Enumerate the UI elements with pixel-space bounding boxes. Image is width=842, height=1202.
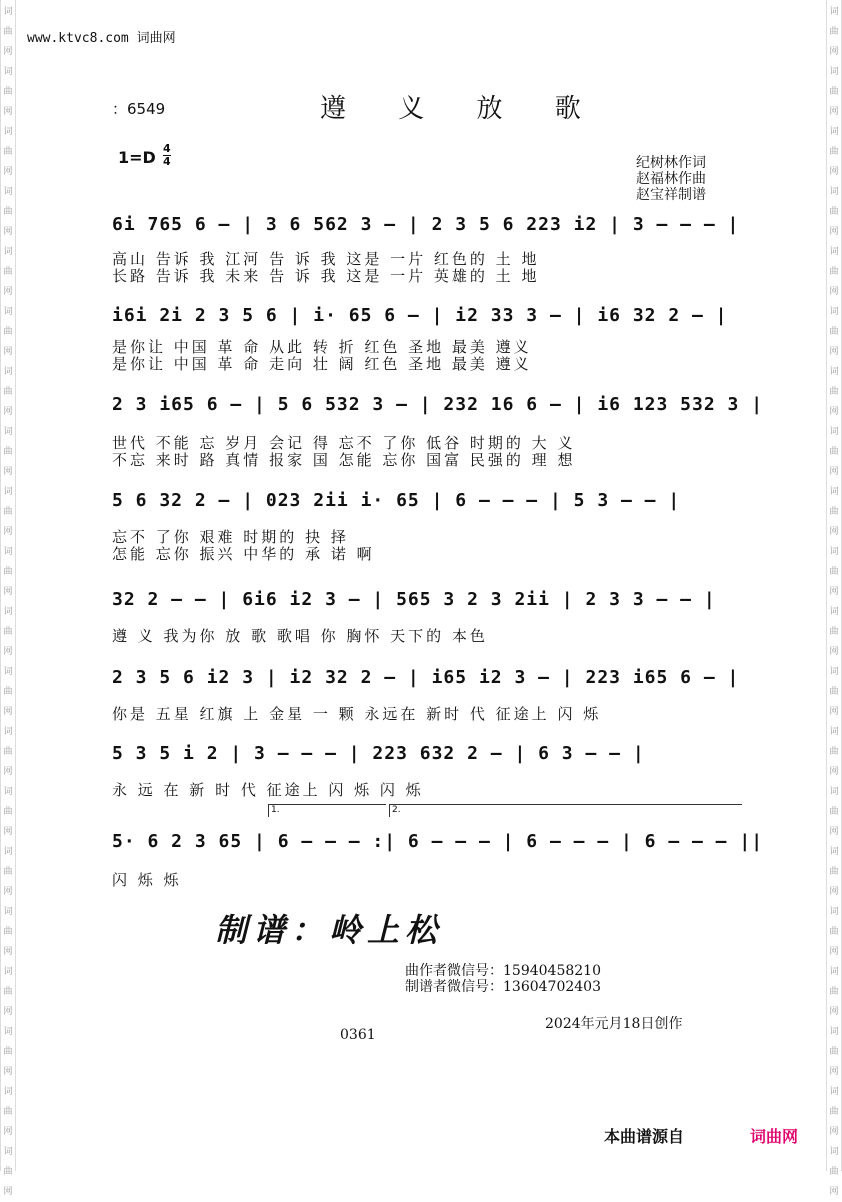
score-row-5-notes: 32 2 – – | 6i6 i2 3 – | 565 3 2 3 2ii | 2 3 3 – – | bbox=[112, 589, 716, 610]
arranger-wechat: 制谱者微信号：13604702403 bbox=[405, 979, 601, 995]
score-row-8-notes: 5· 6 2 3 65 | 6 – – – :| 6 – – – | 6 – – – | 6 – – – || bbox=[112, 831, 764, 852]
score-row-7-notes: 5 3 5 i 2 | 3 – – – | 223 632 2 – | 6 3 – – | bbox=[112, 743, 645, 764]
score-row-3-lyric-2: 不忘 来时 路 真情 报家 国 怎能 忘你 国富 民强的 理 想 bbox=[112, 451, 576, 469]
ending-1-bracket: 1. bbox=[268, 804, 386, 817]
score-row-3-notes: 2 3 i65 6 – | 5 6 532 3 – | 232 16 6 – | i6 123 532 3 | bbox=[112, 394, 764, 415]
creation-date: 2024年元月18日创作 bbox=[545, 1016, 683, 1032]
score-row-3-lyric-1: 世代 不能 忘 岁月 会记 得 忘不 了你 低谷 时期的 大 义 bbox=[112, 434, 576, 452]
score-row-1-lyric-2: 长路 告诉 我 未来 告 诉 我 这是 一片 英雄的 土 地 bbox=[112, 267, 540, 285]
score-row-4-lyric-1: 忘不 了你 艰难 时期的 抉 择 bbox=[112, 528, 349, 546]
score-row-6-notes: 2 3 5 6 i2 3 | i2 32 2 – | i65 i2 3 – | 223 i65 6 – | bbox=[112, 667, 740, 688]
time-signature: 4 4 bbox=[163, 142, 171, 168]
arranger-signature: 制谱：岭上松 bbox=[215, 911, 444, 949]
score-row-7-lyric-1: 永 远 在 新 时 代 征途上 闪 烁 闪 烁 bbox=[112, 781, 424, 799]
site-header[interactable]: www.ktvc8.com 词曲网 bbox=[27, 31, 176, 46]
score-row-8-lyric-1: 闪 烁 烁 bbox=[112, 871, 182, 889]
score-row-2-notes: i6i 2i 2 3 5 6 | i· 65 6 – | i2 33 3 – | i6 32 2 – | bbox=[112, 305, 728, 326]
score-row-2-lyric-2: 是你让 中国 革 命 走向 壮 阔 红色 圣地 最美 遵义 bbox=[112, 355, 532, 373]
score-row-4-lyric-2: 怎能 忘你 振兴 中华的 承 诺 啊 bbox=[112, 545, 375, 563]
footer-brand-link[interactable]: 词曲网 bbox=[750, 1127, 799, 1146]
credit-arranger: 赵宝祥制谱 bbox=[636, 187, 706, 203]
composer-wechat: 曲作者微信号：15940458210 bbox=[405, 963, 601, 979]
credit-composer: 赵福林作曲 bbox=[636, 171, 706, 187]
left-watermark-strip: 词 曲 网 词 曲 网 词 曲 网 词 曲 网 词 曲 网 词 曲 网 词 曲 网 词 曲 网 词 曲 网 词 曲 网 词 曲 网 词 曲 网 词 曲 网 词 曲 网 词 曲 网 词 曲 网 词 曲 网 词 曲 网 词 曲 网 词 曲 网 bbox=[0, 0, 16, 1171]
right-watermark-strip: 词 曲 网 词 曲 网 词 曲 网 词 曲 网 词 曲 网 词 曲 网 词 曲 网 词 曲 网 词 曲 网 词 曲 网 词 曲 网 词 曲 网 词 曲 网 词 曲 网 词 曲 网 词 曲 网 词 曲 网 词 曲 网 词 曲 网 词 曲 网 bbox=[826, 0, 842, 1171]
score-row-1-notes: 6i 765 6 – | 3 6 562 3 – | 2 3 5 6 223 i2 | 3 – – – | bbox=[112, 214, 740, 235]
key-signature: 1=D bbox=[118, 148, 156, 167]
ending-2-bracket: 2. bbox=[389, 804, 742, 817]
score-row-5-lyric-1: 遵 义 我为你 放 歌 歌唱 你 胸怀 天下的 本色 bbox=[112, 627, 488, 645]
score-row-1-lyric-1: 高山 告诉 我 江河 告 诉 我 这是 一片 红色的 土 地 bbox=[112, 250, 540, 268]
score-row-6-lyric-1: 你是 五星 红旗 上 金星 一 颗 永远在 新时 代 征途上 闪 烁 bbox=[112, 705, 602, 723]
page-number: 0361 bbox=[340, 1027, 376, 1043]
page-title: 遵 义 放 歌 bbox=[320, 94, 603, 124]
credit-lyricist: 纪树林作词 bbox=[636, 155, 706, 171]
score-row-4-notes: 5 6 32 2 – | 023 2ii i· 65 | 6 – – – | 5 3 – – | bbox=[112, 490, 681, 511]
song-code: ：6549 bbox=[112, 100, 166, 118]
footer-source-label: 本曲谱源自 bbox=[604, 1127, 685, 1146]
score-row-2-lyric-1: 是你让 中国 革 命 从此 转 折 红色 圣地 最美 遵义 bbox=[112, 338, 532, 356]
